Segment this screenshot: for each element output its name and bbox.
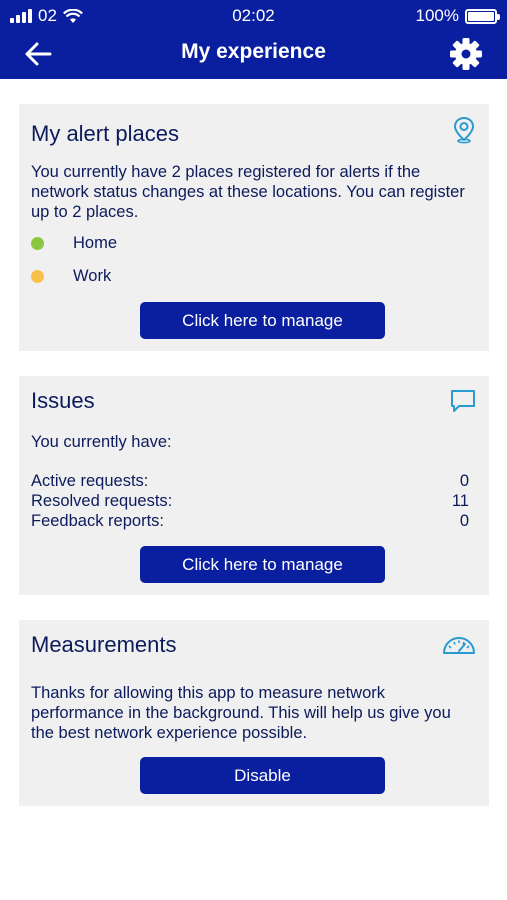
disable-measurements-button[interactable]: Disable [140,757,385,794]
resolved-requests-value: 11 [451,492,469,510]
issue-row-resolved [31,492,469,511]
issues-intro: You currently have: [31,433,172,451]
speedometer-icon[interactable] [441,634,477,656]
alert-places-title: My alert places [31,121,179,146]
place-item-home [31,234,117,253]
alert-places-description: You currently have 2 places registered for alerts if the network status changes at these locations. You can register up to 2 places. [31,163,465,221]
battery-percent: 100% [415,6,459,25]
location-pin-icon[interactable] [451,116,477,144]
work-status-dot [31,270,44,283]
issues-title: Issues [31,388,95,413]
manage-places-button[interactable]: Click here to manage [140,302,385,339]
status-bar [0,0,507,30]
issue-row-feedback [31,512,469,531]
place-label-home: Home [73,234,118,252]
active-requests-value: 0 [459,472,469,490]
place-label-work: Work [73,267,112,285]
measurements-title: Measurements [31,632,177,657]
manage-issues-button[interactable]: Click here to manage [140,546,385,583]
settings-gear-icon[interactable] [447,35,485,73]
nav-bar [0,30,507,79]
battery-icon [465,9,497,24]
measurements-description: Thanks for allowing this app to measure network performance in the background. This will help us give you the best network experience possible. [31,684,451,742]
carrier-label: 02 [38,6,57,25]
feedback-reports-label: Feedback reports: [31,512,164,530]
page-title: My experience [181,40,326,63]
status-time: 02:02 [232,6,275,25]
issues-card [19,376,489,595]
measurements-card [19,620,489,806]
chat-bubble-icon[interactable] [449,388,477,414]
alert-places-card [19,104,489,351]
resolved-requests-label: Resolved requests: [31,492,173,510]
app-header [0,0,507,79]
active-requests-label: Active requests: [31,472,149,490]
place-item-work [31,267,111,286]
feedback-reports-value: 0 [459,512,469,530]
home-status-dot [31,237,44,250]
issue-row-active [31,472,469,491]
